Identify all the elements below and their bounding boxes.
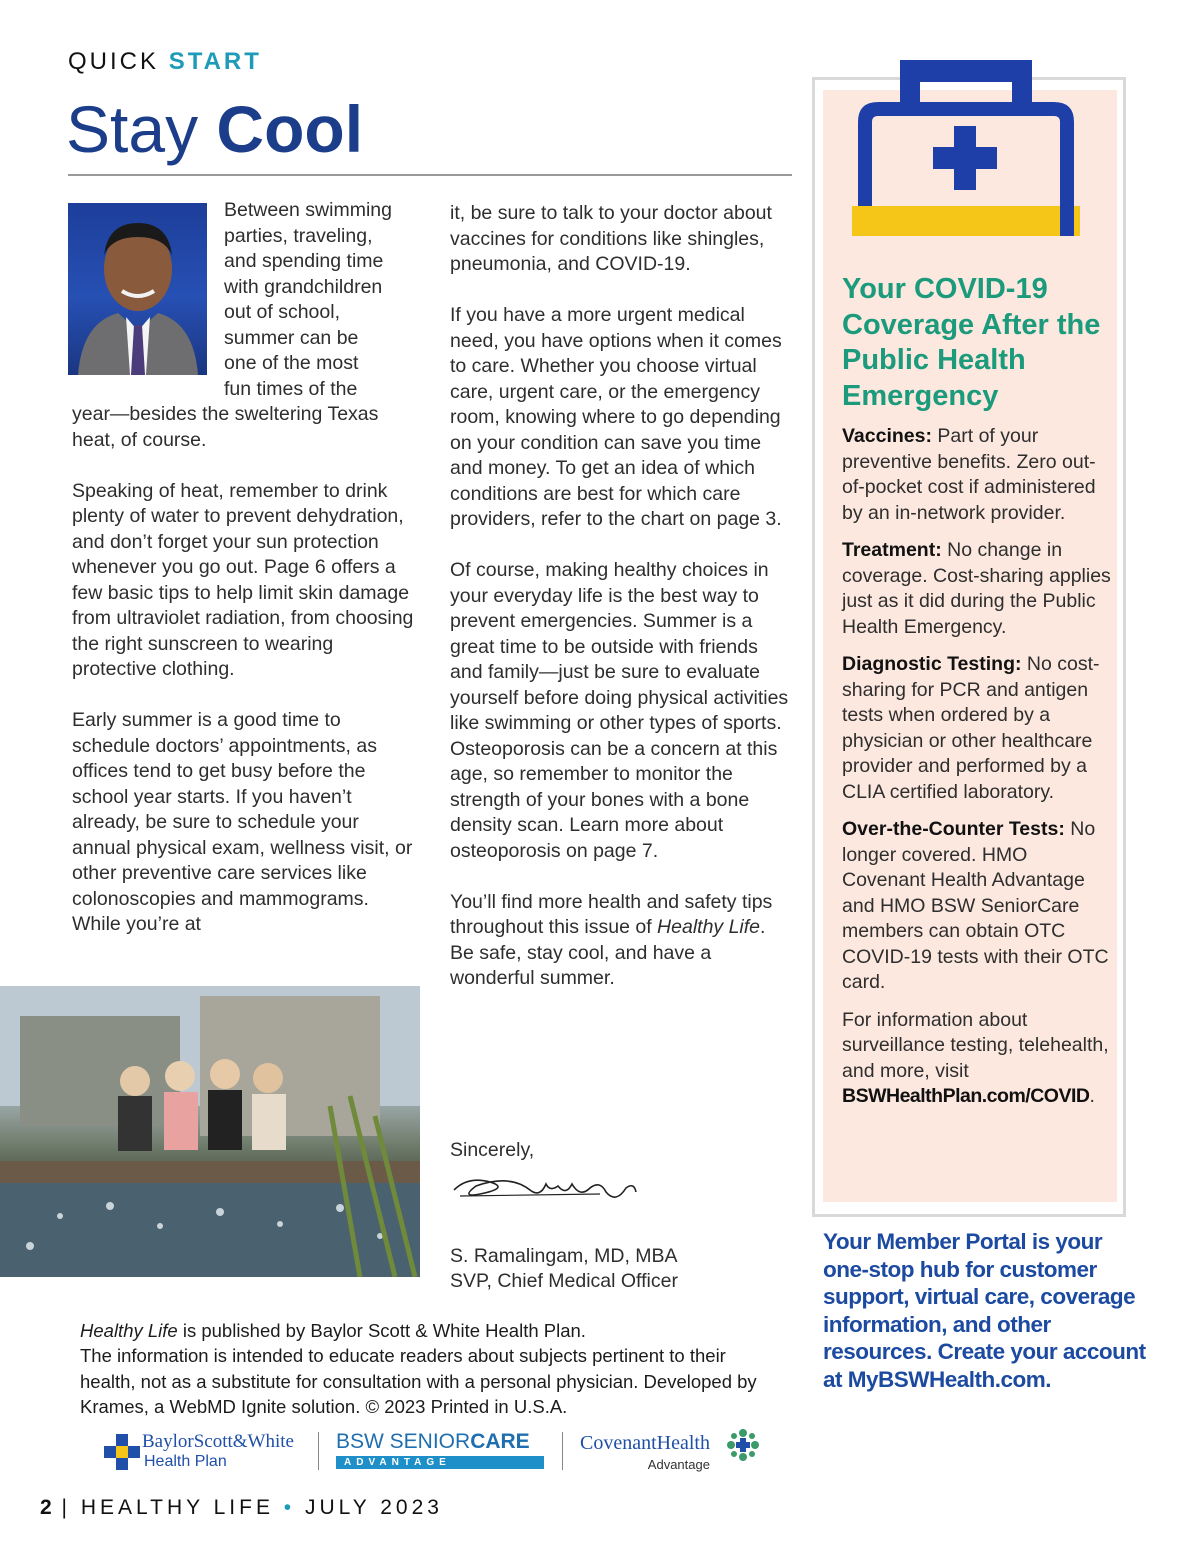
seniorcare-logo <box>336 1430 530 1454</box>
letter-paragraph-6: Of course, making healthy choices in your everyday life is the best way to prevent emergencies. Summer is a great time to be outside with friends and family—just be sure to evaluate yourself before doing physical activities like swimming or other types of sports. Osteoporosis can be a concern at this age, so remember to monitor the strength of your bones with a bone density scan. Learn more about osteoporosis on page 7. <box>450 559 789 862</box>
bsw-logo-line1: BaylorScott&White <box>142 1431 294 1452</box>
letter-paragraph-3: Early summer is a good time to schedule doctors’ appointments, as offices tend to get busy before the school year starts. If you haven’t already, be sure to schedule your annual physical exam, wellness visit, or other preventive care services like colonoscopies and mammograms. While you’re at <box>72 709 413 935</box>
covenant-logo-line1: CovenantHealth <box>580 1432 710 1454</box>
medical-kit-icon <box>848 60 1084 242</box>
section-kicker <box>68 48 262 76</box>
friends-dock-photo <box>0 986 420 1277</box>
line: summer can be <box>224 326 359 349</box>
footer-publication: HEALTHY LIFE <box>80 1496 274 1519</box>
sidebar-body <box>842 424 1112 1122</box>
signature-block <box>450 1138 790 1295</box>
line: and spending time <box>224 250 384 272</box>
coverage-info <box>842 1008 1112 1110</box>
covenant-logo-line2: Advantage <box>647 1457 710 1472</box>
letter-paragraph-1 <box>72 198 420 453</box>
line: fun times of the <box>224 377 358 400</box>
covenant-logo <box>580 1432 710 1476</box>
kicker-bold: START <box>168 48 262 75</box>
seniorcare-light: BSW SENIOR <box>336 1430 471 1453</box>
title-bold: Cool <box>216 92 364 166</box>
covid-link[interactable]: BSWHealthPlan.com/COVID <box>842 1085 1090 1107</box>
line: one of the most <box>224 352 359 374</box>
coverage-item-treatment <box>842 538 1112 640</box>
page-number: 2 <box>40 1496 52 1519</box>
seniorcare-bold: CARE <box>470 1430 530 1453</box>
bsw-logo <box>142 1432 294 1472</box>
title-light: Stay <box>66 92 199 166</box>
letter-paragraph-7 <box>450 890 792 992</box>
kicker-light: QUICK <box>68 48 160 75</box>
sidebar-title: Your COVID-19 Coverage After the Public Health Emergency <box>842 273 1101 412</box>
footer-bullet: • <box>283 1496 296 1519</box>
signer-name: S. Ramalingam, MD, MBA <box>450 1244 678 1267</box>
line: Between swimming <box>224 199 392 221</box>
page-title <box>66 92 364 166</box>
footer-issue: JULY 2023 <box>305 1496 443 1519</box>
title-divider <box>68 174 792 176</box>
item-label: Diagnostic Testing: <box>842 653 1022 675</box>
footer-separator: | <box>61 1496 71 1519</box>
item-label: Vaccines: <box>842 425 932 447</box>
letter-paragraph-5: If you have a more urgent medical need, you have options when it comes to care. Whether you choose virtual care, urgent care, or the emergency room, knowing where to go depending on your condition can save you time and money. To get an idea of which conditions are best for which care providers, refer to the chart on page 3. <box>450 304 782 530</box>
letter-paragraph-2: Speaking of heat, remember to drink plenty of water to prevent dehydration, and don’t forget your sun protection whenever you go out. Page 6 offers a few basic tips to help limit skin damage from ultraviolet radiation, from choosing the right sunscreen to wearing protective clothing. <box>72 479 414 680</box>
logo-divider <box>562 1432 563 1470</box>
letter-column-2 <box>450 201 792 1017</box>
coverage-item-otc <box>842 817 1112 996</box>
handwritten-signature <box>450 1168 790 1218</box>
closing: Sincerely, <box>450 1139 535 1161</box>
magazine-name: Healthy Life <box>657 916 761 938</box>
logo-divider <box>318 1432 319 1470</box>
item-label: Over-the-Counter Tests: <box>842 818 1065 840</box>
info-text: For information about surveillance testing, telehealth, and more, visit <box>842 1008 1109 1082</box>
letter-paragraph-4: it, be sure to talk to your doctor about vaccines for conditions like shingles, pneumonia, and COVID-19. <box>450 202 772 275</box>
text-run: You’ll find more health and safety tips throughout this issue of <box>450 890 773 938</box>
line: out of school, <box>224 301 340 323</box>
item-text: No cost-sharing for PCR and antigen tests when ordered by a physician or other healthcare provider and performed by a CLIA certified laboratory. <box>842 653 1100 803</box>
info-end: . <box>1089 1085 1095 1107</box>
pub-line-2: The information is intended to educate readers about subjects pertinent to their health, not as a substitute for consultation with a personal physician. Developed by Krames, a WebMD Ignite solution. © 2023 Printed in U.S.A. <box>80 1345 757 1417</box>
line: parties, traveling, <box>224 224 373 247</box>
text-run: . Be safe, stay cool, and have a wonderful summer. <box>450 916 766 989</box>
publication-info <box>80 1318 780 1419</box>
bsw-logo-line2: Health Plan <box>144 1453 227 1470</box>
member-portal-promo: Your Member Portal is your one-stop hub for customer support, virtual care, coverage information, and other resources. Create your account at MyBSWHealth.com. <box>823 1229 1146 1392</box>
line: with grandchildren <box>224 275 383 298</box>
pub-line-1: is published by Baylor Scott & White Health Plan. <box>177 1320 586 1341</box>
item-label: Treatment: <box>842 539 942 561</box>
magazine-name: Healthy Life <box>80 1320 178 1341</box>
partner-logos <box>100 1428 770 1476</box>
page-footer <box>40 1496 443 1520</box>
letter-column-1 <box>72 198 420 963</box>
bsw-cross-icon <box>104 1434 140 1470</box>
covenant-star-icon <box>726 1428 760 1462</box>
signer-title: SVP, Chief Medical Officer <box>450 1270 678 1292</box>
item-text: Part of your preventive benefits. Zero out-of-pocket cost if administered by an in-network provider. <box>842 425 1096 524</box>
seniorcare-sub: ADVANTAGE <box>336 1456 544 1469</box>
item-text: No change in coverage. Cost-sharing applies just as it did during the Public Health Emergency. <box>842 539 1111 638</box>
item-text: No longer covered. HMO Covenant Health Advantage and HMO BSW SeniorCare members can obtain OTC COVID-19 tests with their OTC card. <box>842 818 1109 993</box>
coverage-item-diagnostic <box>842 652 1112 805</box>
coverage-item-vaccines <box>842 424 1112 526</box>
line: year—besides the sweltering Texas heat, of course. <box>72 403 379 451</box>
